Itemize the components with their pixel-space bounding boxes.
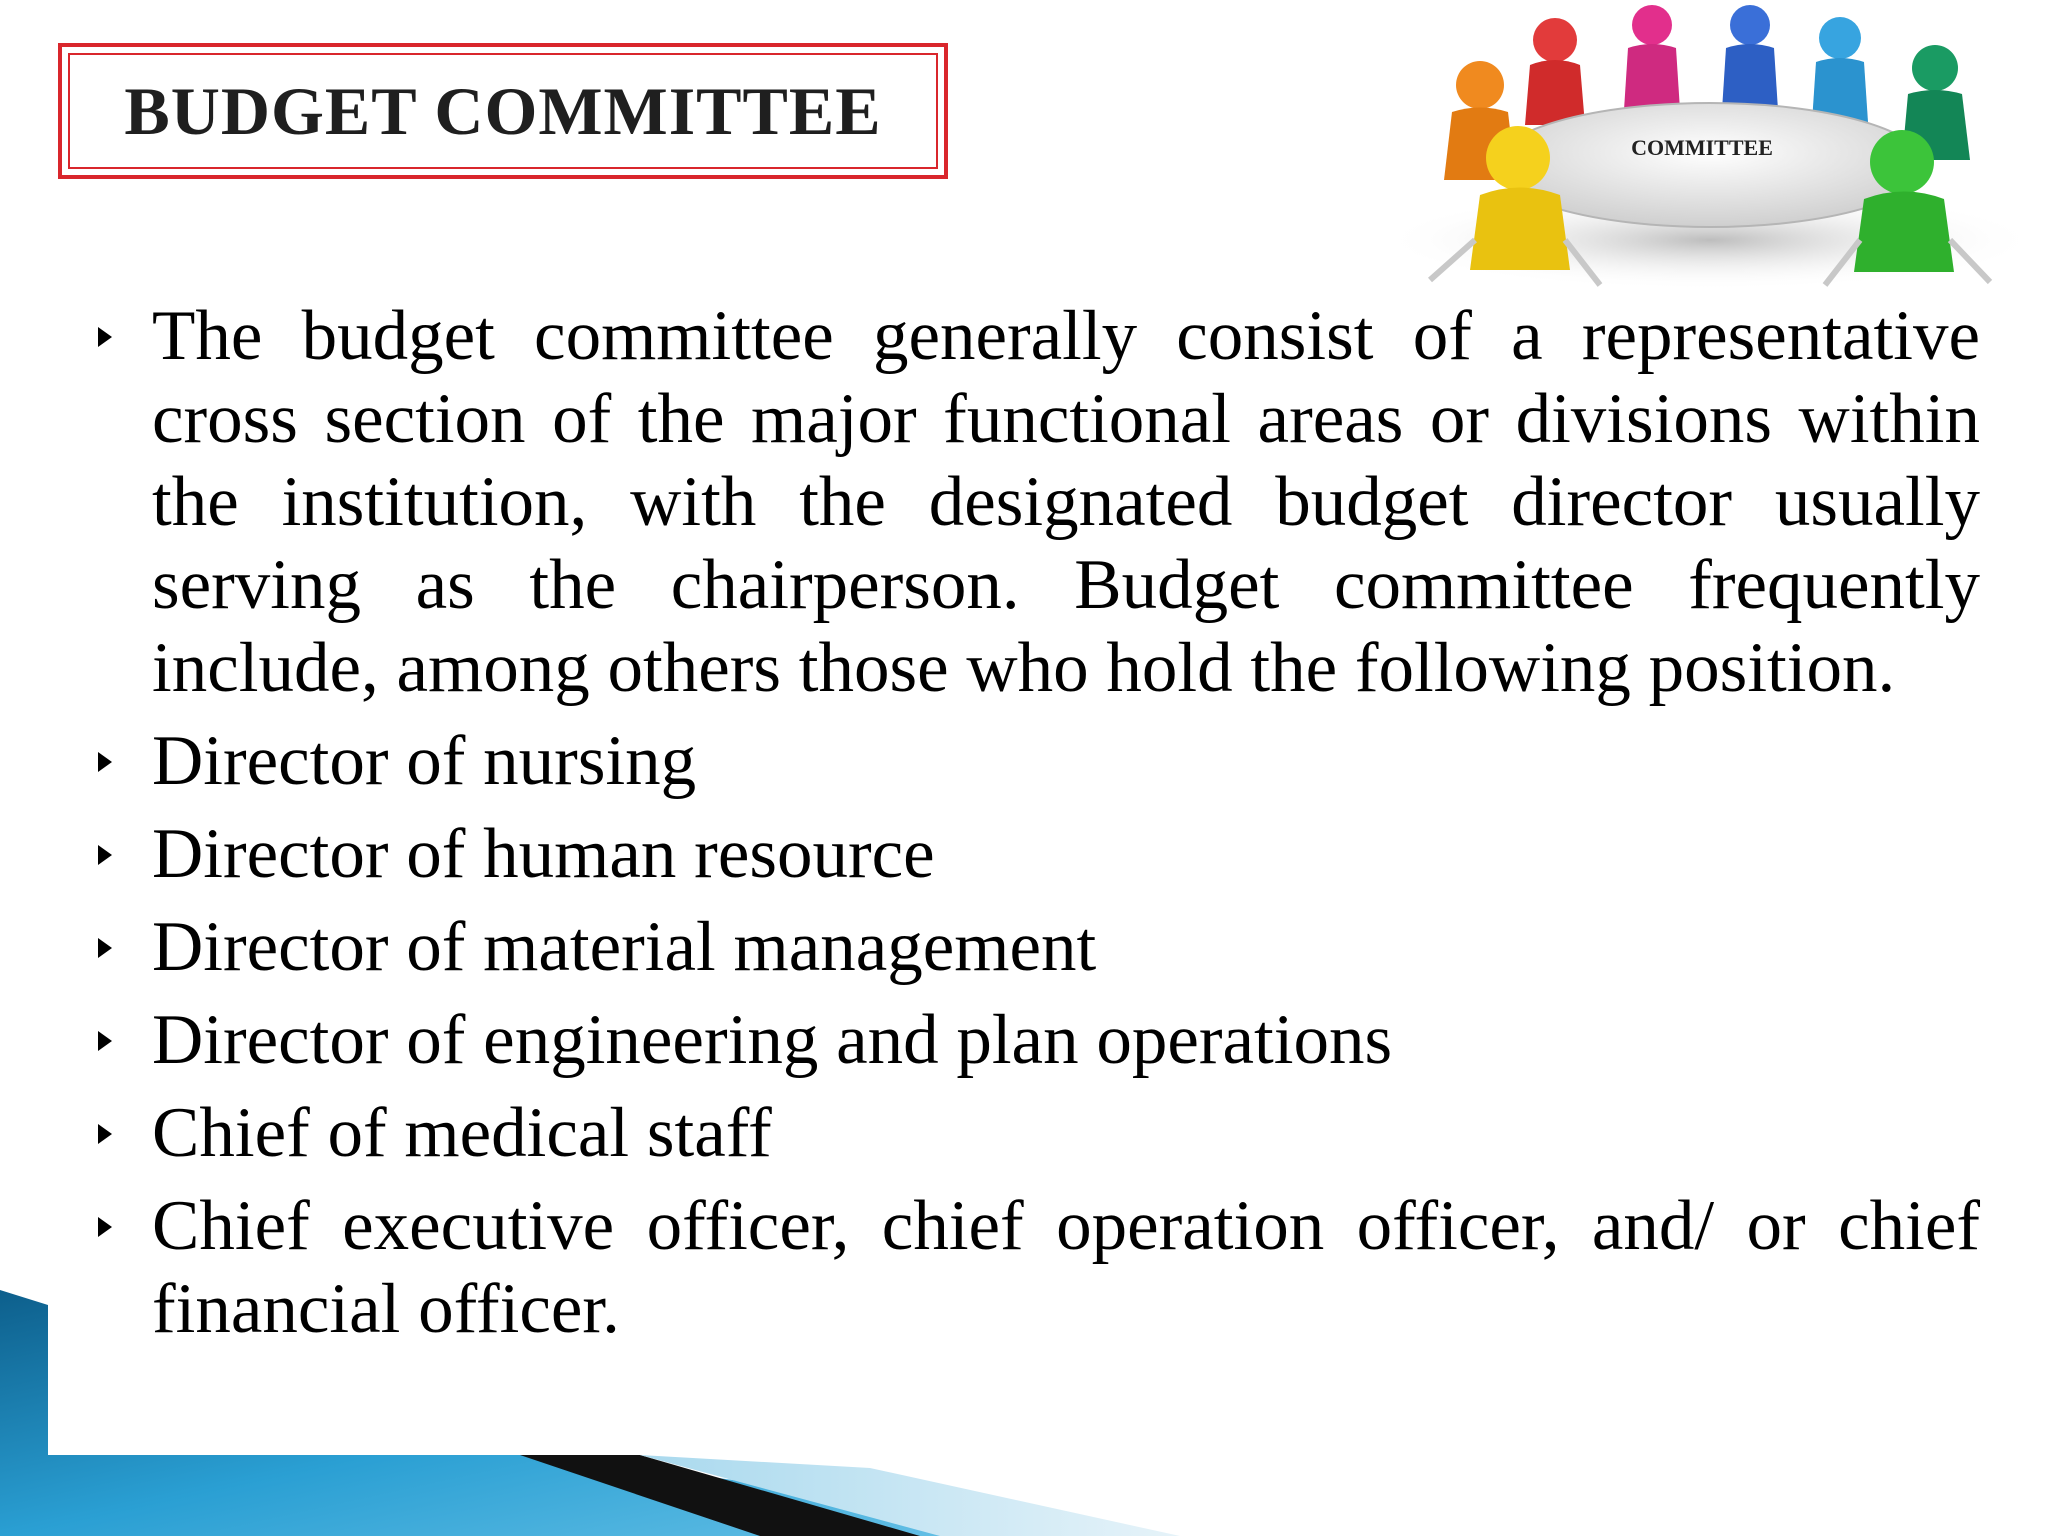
bullet-text: The budget committee generally consist of a representative cross section of the major functional areas or divisions within the institution, with the designated budget director usually serving as the chairperson. Budget committee frequently include, among others those who hold the following position. [152,297,1980,707]
bullet-text: Director of nursing [152,722,697,800]
list-item [90,999,1980,1082]
red-figure [1525,18,1585,125]
triangle-right-icon [90,999,152,1053]
blue-figure [1722,5,1778,110]
cyan-figure [1812,17,1868,122]
list-item [90,906,1980,989]
slide-title: BUDGET COMMITTEE [124,72,882,149]
bullet-text: Chief executive officer, chief operation officer, and/ or chief financial officer. [152,1187,1980,1348]
list-item [90,1092,1980,1175]
list-item [90,295,1980,710]
title-box-inner-border [68,53,938,169]
committee-image-label: COMMITTEE [1631,135,1773,160]
triangle-right-icon [90,1092,152,1146]
triangle-right-icon [90,720,152,774]
triangle-right-icon [90,1185,152,1239]
triangle-right-icon [90,295,152,349]
title-box [58,43,948,179]
triangle-right-icon [90,813,152,867]
list-item [90,1185,1980,1351]
magenta-figure [1624,5,1680,110]
list-item [90,720,1980,803]
list-item [90,813,1980,896]
triangle-right-icon [90,906,152,960]
bullet-text: Chief of medical staff [152,1094,772,1172]
bullet-text: Director of engineering and plan operations [152,1001,1393,1079]
committee-illustration [1370,0,2040,290]
bullet-text: Director of human resource [152,815,935,893]
bullet-text: Director of material management [152,908,1097,986]
bullet-list [90,295,1980,1351]
